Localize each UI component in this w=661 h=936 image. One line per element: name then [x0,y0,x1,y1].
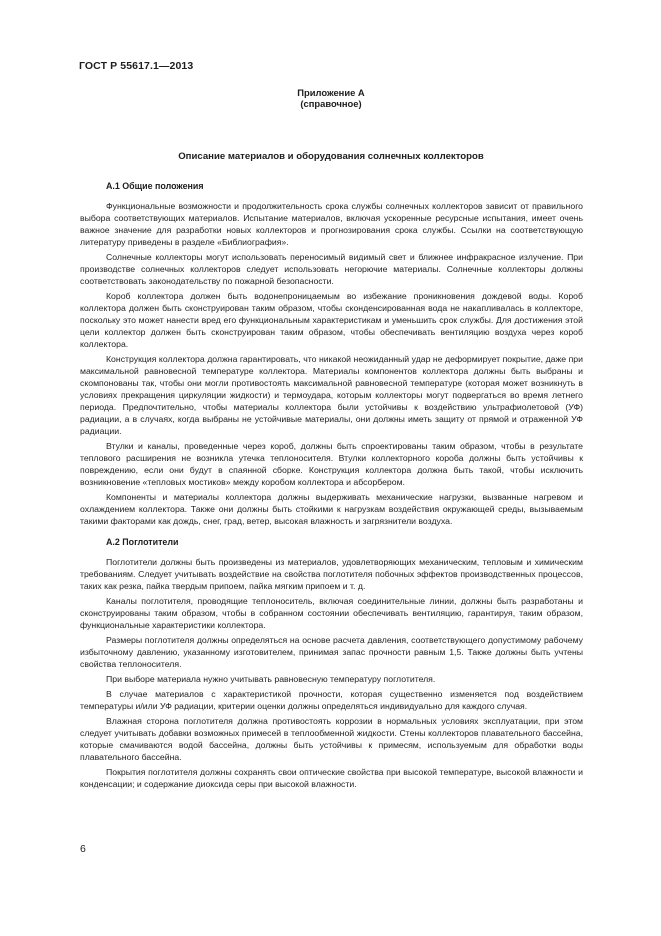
appendix-subtitle: (справочное) [300,98,362,109]
paragraph: Влажная сторона поглотителя должна противостоять коррозии в нормальных условиях эксплуатации, при этом следует учитывать добавки возможных примесей в теплообменной жидкости. Стены коллекторов плавательного бассейна, которые смачиваются водой бассейна, должны быть устойчивы к примесям, используемым для обработки воды плавательного бассейна. [80,716,583,762]
paragraph: Функциональные возможности и продолжительность срока службы солнечных коллекторов зависит от правильного выбора соответствующих материалов. Испытание материалов, включая ускоренные ресурсные испытания, имеет очень важное значение для разработки новых коллекторов и прогнозирования срока службы. Ссылки на соответствующую литературу приведены в разделе «Библиография». [80,201,583,247]
paragraph: Размеры поглотителя должны определяться на основе расчета давления, соответствующего допустимому рабочему избыточному давлению, указанному изготовителем, принимая запас прочности равным 1,5. Также должны быть учтены свойства теплоносителя. [80,635,583,669]
paragraph: Поглотители должны быть произведены из материалов, удовлетворяющих механическим, тепловым и химическим требованиям. Следует учитывать воздействие на свойства поглотителя побочных эффектов производственных процессов, таких как резка, пайка твердым припоем, пайка мягким припоем и т. д. [80,557,583,591]
paragraph: В случае материалов с характеристикой прочности, которая существенно изменяется под воздействием температуры и/или УФ радиации, критерии оценки должны определяться индивидуально для каждого случая. [80,689,583,711]
section-general [80,180,583,527]
paragraph: Каналы поглотителя, проводящие теплоноситель, включая соединительные линии, должны быть разработаны и сконструированы таким образом, чтобы в собранном состоянии обеспечивать вентиляцию, гарантируя, таким образом, функциональные характеристики коллектора. [80,596,583,630]
paragraph: Конструкция коллектора должна гарантировать, что никакой неожиданный удар не деформирует покрытие, даже при максимальной равновесной температуре коллектора. Материалы компонентов коллектора должны быть выбраны и скомпонованы так, чтобы они могли противостоять максимальной равновесной температуре (которая может возникнуть в условиях прекращения циркуляции жидкости) и термоудара, которым коллекторы могут подвергаться во время летнего периода. Предпочтительно, чтобы материалы коллектора были устойчивы к воздействию ультрафиолетовой (УФ) радиации, а в случаях, когда выбраны не устойчивые материалы, они должны иметь защиту от прямой и отраженной УФ радиации. [80,354,583,436]
paragraph: Короб коллектора должен быть водонепроницаемым во избежание проникновения дождевой воды. Короб коллектора должен быть сконструирован таким образом, чтобы сконденсированная вода не накапливалась в коллекторе, поскольку это может нанести вред его функциональным характеристикам и уменьшить срок службы. Для достижения этой цели коллектор должен быть сконструирован таким образом, чтобы обеспечивать вентиляцию воздуха через короб коллектора. [80,291,583,349]
appendix-block [79,87,583,109]
paragraph: При выборе материала нужно учитывать равновесную температуру поглотителя. [106,674,436,684]
paragraph: Покрытия поглотителя должны сохранять свои оптические свойства при высокой температуре, высокой влажности и конденсации; и содержание диоксида серы при высокой влажности. [80,767,583,789]
page-number: 6 [80,843,86,855]
section-heading: А.2 Поглотители [106,537,179,547]
section-heading: А.1 Общие положения [106,181,204,191]
content-body [80,180,583,793]
paragraph: Компоненты и материалы коллектора должны выдерживать механические нагрузки, вызванные нагревом и охлаждением коллектора. Также они должны быть стойкими к нагрузкам воздействия окружающей среды, вызываемым такими факторами как дождь, снег, град, ветер, высокая влажность и загрязнители воздуха. [80,492,583,526]
appendix-title: Приложение А [297,87,365,98]
paragraph: Солнечные коллекторы могут использовать переносимый видимый свет и ближнее инфракрасное излучение. При производстве солнечных коллекторов следует использовать негорючие материалы. Солнечные коллекторы должны соответствовать законодательству по пожарной безопасности. [80,252,583,286]
paragraph: Втулки и каналы, проведенные через короб, должны быть спроектированы таким образом, чтобы в результате теплового расширения не возникла утечка теплоносителя. Втулки коллекторного короба должны быть устойчивы к повреждению, если они будут в спаянной сборке. Конструкция коллектора должна быть такой, чтобы исключить возникновение «тепловых мостиков» между коробом коллектора и абсорбером. [80,441,583,487]
document-title: Описание материалов и оборудования солнечных коллекторов [178,151,484,162]
section-absorbers [80,536,583,790]
standard-header: ГОСТ Р 55617.1—2013 [79,60,194,72]
